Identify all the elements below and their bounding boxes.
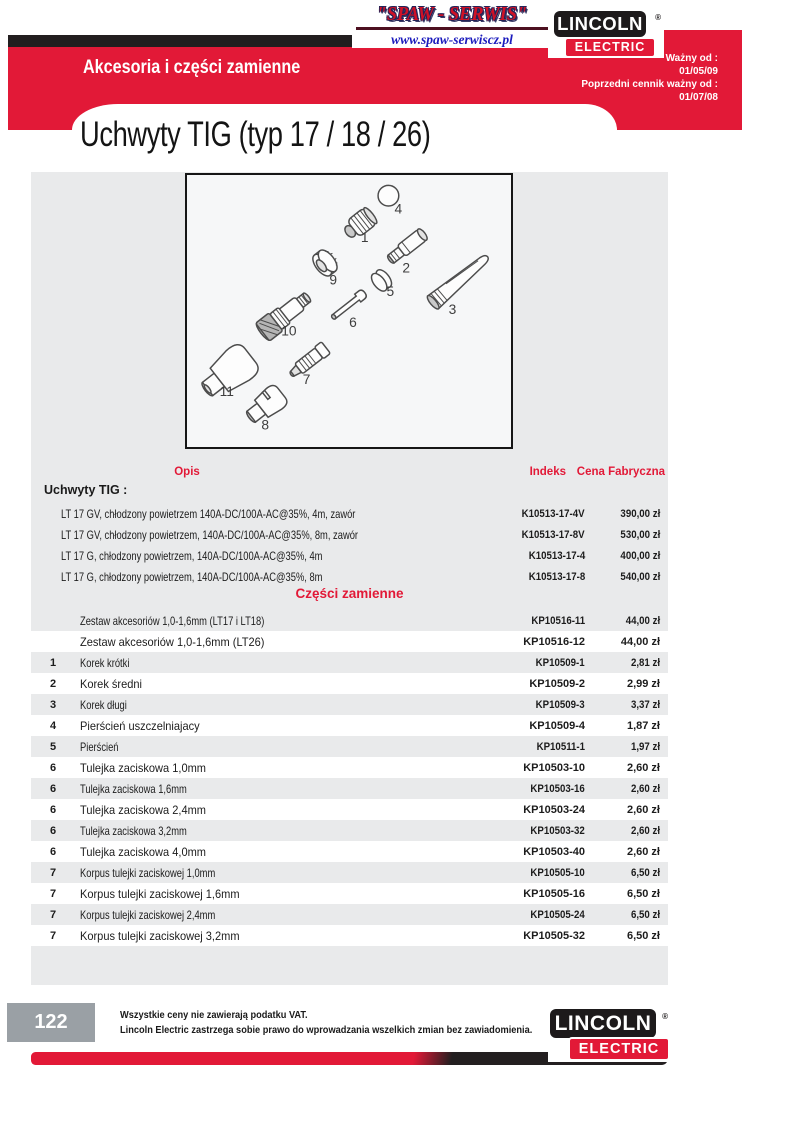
row-description: Korpus tulejki zaciskowej 3,2mm xyxy=(80,928,240,943)
row-description: Korek krótki xyxy=(80,655,130,670)
page-title: Uchwyty TIG (typ 17 / 18 / 26) xyxy=(80,115,431,154)
row-description: Korpus tulejki zaciskowej 1,6mm xyxy=(80,886,240,901)
page-number-box xyxy=(7,1003,95,1042)
row-index: KP10503-16 xyxy=(530,782,585,795)
electric-wordmark: ELECTRIC xyxy=(566,39,654,56)
row-index: K10513-17-8V xyxy=(522,528,585,541)
disclaimer-note: Lincoln Electric zastrzega sobie prawo do wprowadzania wszelkich zmian bez zawiadomienia. xyxy=(120,1024,533,1036)
table-row xyxy=(31,503,668,524)
lincoln-wordmark: LINCOLN xyxy=(554,11,646,37)
row-description: Tulejka zaciskowa 2,4mm xyxy=(80,802,206,817)
row-description: Tulejka zaciskowa 1,6mm xyxy=(80,781,187,796)
row-index: K10513-17-8 xyxy=(528,570,585,583)
row-price: 2,60 zł xyxy=(626,803,660,816)
parts-rows xyxy=(31,610,668,946)
row-part-number: 6 xyxy=(49,803,57,816)
row-index: KP10509-4 xyxy=(529,719,585,732)
banner-title: Akcesoria i części zamienne xyxy=(83,57,301,78)
row-description: Pierścień uszczelniajacy xyxy=(80,718,200,733)
row-index: KP10509-3 xyxy=(536,698,585,711)
table-row xyxy=(31,694,668,715)
row-index: KP10511-1 xyxy=(536,740,585,753)
row-price: 6,50 zł xyxy=(630,866,660,879)
valid-from-date: 01/05/09 xyxy=(679,66,718,77)
page-number: 122 xyxy=(34,1011,68,1033)
row-price: 3,37 zł xyxy=(630,698,660,711)
table-row xyxy=(31,799,668,820)
tig-torch-diagram-box xyxy=(185,173,513,449)
table-row xyxy=(31,757,668,778)
diagram-part-label: 6 xyxy=(349,314,357,330)
row-part-number: 3 xyxy=(49,698,57,711)
row-description: Korek średni xyxy=(80,676,142,691)
row-index: KP10516-12 xyxy=(523,635,585,648)
lincoln-wordmark: LINCOLN xyxy=(550,1009,656,1038)
row-description: LT 17 GV, chłodzony powietrzem 140A-DC/100A-AC@35%, 4m, zawór xyxy=(61,506,356,521)
column-header-description: Opis xyxy=(174,466,200,478)
row-price: 44,00 zł xyxy=(620,635,660,648)
row-price: 2,99 zł xyxy=(626,677,660,690)
row-price: 2,60 zł xyxy=(626,761,660,774)
row-price: 390,00 zł xyxy=(620,507,660,520)
section-title-torches: Uchwyty TIG : xyxy=(44,483,128,497)
row-description: LT 17 GV, chłodzony powietrzem, 140A-DC/100A-AC@35%, 8m, zawór xyxy=(61,527,359,542)
row-price: 6,50 zł xyxy=(626,929,660,942)
row-price: 400,00 zł xyxy=(620,549,660,562)
row-part-number: 7 xyxy=(49,908,57,921)
table-row xyxy=(31,925,668,946)
table-row xyxy=(31,841,668,862)
row-part-number: 6 xyxy=(49,824,57,837)
row-price: 530,00 zł xyxy=(620,528,660,541)
row-index: KP10509-1 xyxy=(536,656,585,669)
table-row xyxy=(31,883,668,904)
table-row xyxy=(31,631,668,652)
previous-valid-label: Poprzedni cennik ważny od : xyxy=(581,79,718,90)
row-price: 44,00 zł xyxy=(625,614,660,627)
row-index: KP10509-2 xyxy=(529,677,585,690)
table-row xyxy=(31,673,668,694)
table-row xyxy=(31,610,668,631)
diagram-part-label: 5 xyxy=(386,284,395,300)
tig-torch-exploded-diagram xyxy=(187,175,511,447)
registered-trademark-icon: ® xyxy=(655,13,661,22)
table-row xyxy=(31,652,668,673)
table-row xyxy=(31,862,668,883)
row-index: KP10503-24 xyxy=(523,803,585,816)
part-long-back-cap xyxy=(426,250,493,310)
row-description: Pierścień xyxy=(80,739,119,754)
row-price: 2,60 zł xyxy=(626,845,660,858)
row-price: 6,50 zł xyxy=(626,887,660,900)
column-header-index: Indeks xyxy=(529,466,566,478)
row-part-number: 7 xyxy=(49,929,57,942)
diagram-part-label: 1 xyxy=(360,230,369,246)
row-index: K10513-17-4V xyxy=(522,507,585,520)
logo-underline xyxy=(356,27,548,30)
row-index: KP10505-10 xyxy=(530,866,585,879)
row-description: Tulejka zaciskowa 4,0mm xyxy=(80,844,206,859)
row-part-number: 7 xyxy=(49,887,57,900)
spaw-serwis-wordmark: "SPAW - SERWIS" xyxy=(376,3,528,25)
diagram-part-label: 4 xyxy=(394,201,403,217)
lincoln-electric-logo xyxy=(548,5,664,58)
row-index: KP10503-40 xyxy=(523,845,585,858)
row-part-number: 6 xyxy=(49,782,57,795)
row-description: Zestaw akcesoriów 1,0-1,6mm (LT17 i LT18) xyxy=(80,613,265,628)
previous-valid-date: 01/07/08 xyxy=(679,92,718,103)
part-short-cap xyxy=(340,206,379,246)
row-price: 540,00 zł xyxy=(620,570,660,583)
row-part-number: 2 xyxy=(49,677,57,690)
row-index: KP10503-32 xyxy=(530,824,585,837)
row-description: LT 17 G, chłodzony powietrzem, 140A-DC/100A-AC@35%, 4m xyxy=(61,548,323,563)
row-index: KP10516-11 xyxy=(531,614,585,627)
diagram-part-label: 3 xyxy=(448,301,457,317)
row-description: LT 17 G, chłodzony powietrzem, 140A-DC/100A-AC@35%, 8m xyxy=(61,569,323,584)
diagram-part-label: 10 xyxy=(281,323,297,339)
row-price: 2,81 zł xyxy=(630,656,660,669)
table-row xyxy=(31,736,668,757)
row-price: 1,87 zł xyxy=(626,719,660,732)
row-price: 1,97 zł xyxy=(630,740,660,753)
electric-wordmark: ELECTRIC xyxy=(570,1039,668,1059)
row-index: K10513-17-4 xyxy=(528,549,585,562)
table-row xyxy=(31,904,668,925)
row-index: KP10503-10 xyxy=(523,761,585,774)
spaw-serwis-url: www.spaw-serwiscz.pl xyxy=(391,32,513,47)
diagram-part-label: 11 xyxy=(219,383,234,399)
content-panel xyxy=(31,172,668,985)
table-row xyxy=(31,778,668,799)
diagram-part-label: 7 xyxy=(302,371,311,387)
torch-rows xyxy=(31,503,668,587)
valid-from-label: Ważny od : xyxy=(665,53,718,64)
row-description: Tulejka zaciskowa 1,0mm xyxy=(80,760,206,775)
footer-notes xyxy=(120,1009,550,1037)
spaw-serwis-logo xyxy=(352,3,552,48)
table-row xyxy=(31,820,668,841)
table-header-row xyxy=(31,466,668,482)
table-row xyxy=(31,524,668,545)
row-description: Korpus tulejki zaciskowej 2,4mm xyxy=(80,907,216,922)
column-header-price: Cena Fabryczna xyxy=(576,466,665,478)
row-part-number: 6 xyxy=(49,845,57,858)
row-part-number: 4 xyxy=(49,719,57,732)
row-price: 6,50 zł xyxy=(630,908,660,921)
table-row xyxy=(31,566,668,587)
price-list-validity xyxy=(488,52,718,104)
row-part-number: 1 xyxy=(49,656,57,669)
diagram-part-label: 8 xyxy=(261,417,270,433)
row-index: KP10505-32 xyxy=(523,929,585,942)
row-description: Zestaw akcesoriów 1,0-1,6mm (LT26) xyxy=(80,634,265,649)
diagram-part-label: 9 xyxy=(329,272,338,288)
row-price: 2,60 zł xyxy=(630,782,660,795)
vat-note: Wszystkie ceny nie zawierają podatku VAT. xyxy=(120,1009,308,1021)
part-ring-nut xyxy=(309,246,342,280)
row-part-number: 5 xyxy=(49,740,57,753)
registered-trademark-icon: ® xyxy=(662,1012,668,1021)
row-price: 2,60 zł xyxy=(630,824,660,837)
table-row xyxy=(31,715,668,736)
section-title-spare-parts: Części zamienne xyxy=(295,586,404,601)
row-description: Korek długi xyxy=(80,697,127,712)
row-description: Korpus tulejki zaciskowej 1,0mm xyxy=(80,865,216,880)
row-index: KP10505-24 xyxy=(530,908,585,921)
row-part-number: 6 xyxy=(49,761,57,774)
row-part-number: 7 xyxy=(49,866,57,879)
table-row xyxy=(31,545,668,566)
lincoln-electric-logo-footer xyxy=(548,1006,670,1062)
diagram-part-label: 2 xyxy=(402,260,410,276)
row-description: Tulejka zaciskowa 3,2mm xyxy=(80,823,187,838)
row-index: KP10505-16 xyxy=(523,887,585,900)
